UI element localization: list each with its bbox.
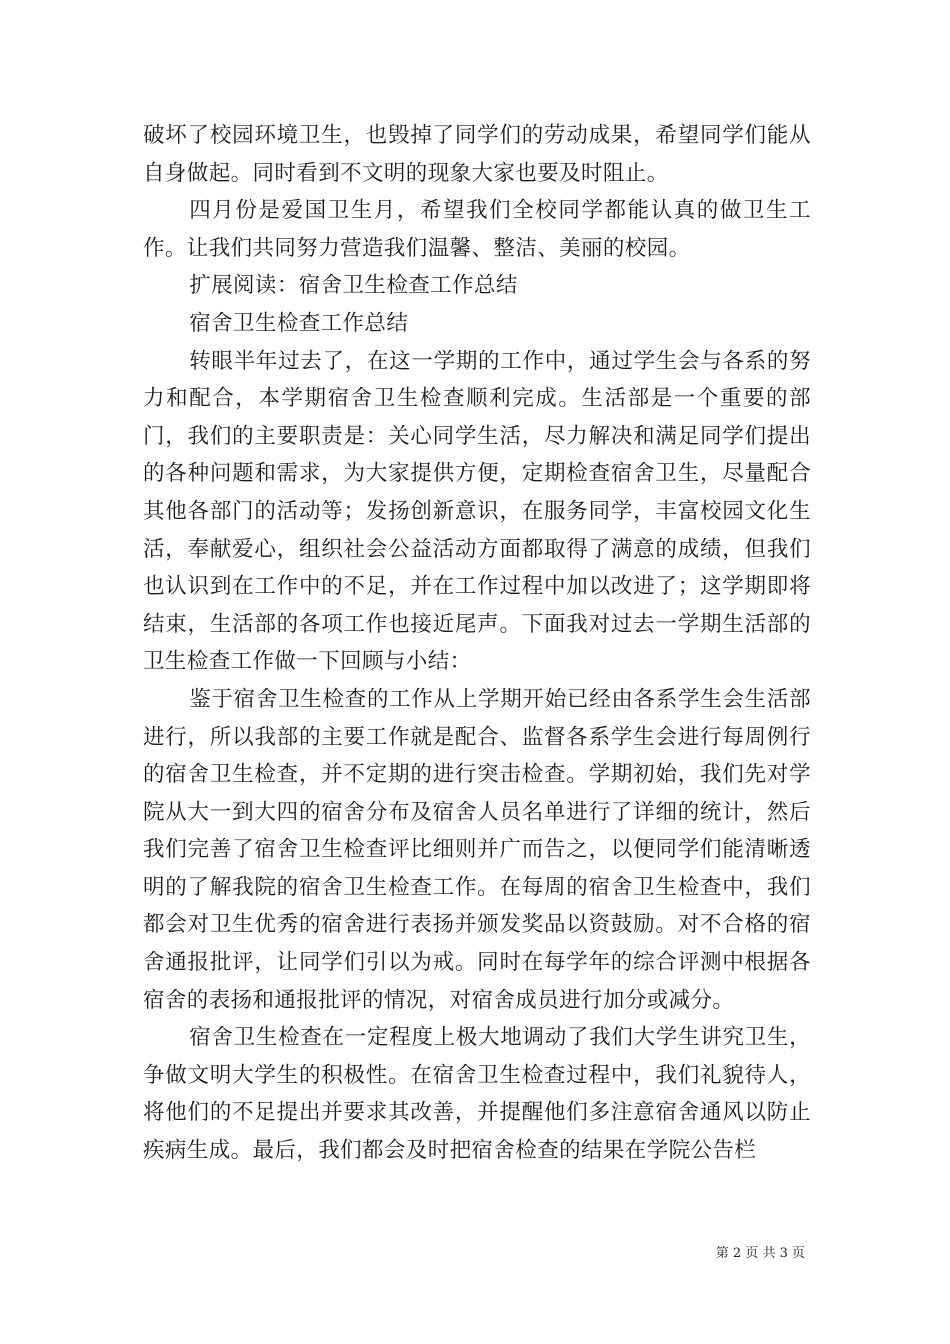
document-body: [143, 117, 811, 1170]
paragraph: 鉴于宿舍卫生检查的工作从上学期开始已经由各系学生会生活部进行，所以我部的主要工作就是配合、监督各系学生会进行每周例行的宿舍卫生检查，并不定期的进行突击检查。学期初始，我们先对学院从大一到大四的宿舍分布及宿舍人员名单进行了详细的统计，然后我们完善了宿舍卫生检查评比细则并广而告之，以便同学们能清晰透明的了解我院的宿舍卫生检查工作。在每周的宿舍卫生检查中，我们都会对卫生优秀的宿舍进行表扬并颁发奖品以资鼓励。对不合格的宿舍通报批评，让同学们引以为戒。同时在每学年的综合评测中根据各宿舍的表扬和通报批评的情况，对宿舍成员进行加分或减分。: [143, 686, 811, 1013]
paragraph: 四月份是爱国卫生月，希望我们全校同学都能认真的做卫生工作。让我们共同努力营造我们温馨、整洁、美丽的校园。: [143, 198, 811, 261]
paragraph: 转眼半年过去了，在这一学期的工作中，通过学生会与各系的努力和配合，本学期宿舍卫生检查顺利完成。生活部是一个重要的部门，我们的主要职责是：关心同学生活，尽力解决和满足同学们提出的各种问题和需求，为大家提供方便，定期检查宿舍卫生，尽量配合其他各部门的活动等；发扬创新意识，在服务同学，丰富校园文化生活，奉献爱心，组织社会公益活动方面都取得了满意的成绩，但我们也认识到在工作中的不足，并在工作过程中加以改进了；这学期即将结束，生活部的各项工作也接近尾声。下面我对过去一学期生活部的卫生检查工作做一下回顾与小结：: [143, 348, 811, 675]
paragraph: 宿舍卫生检查在一定程度上极大地调动了我们大学生讲究卫生，争做文明大学生的积极性。在宿舍卫生检查过程中，我们礼貌待人，将他们的不足提出并要求其改善，并提醒他们多注意宿舍通风以防止疾病生成。最后，我们都会及时把宿舍检查的结果在学院公告栏: [143, 1025, 811, 1164]
section-title: 宿舍卫生检查工作总结: [189, 310, 409, 336]
page-number: 第 2 页 共 3 页: [715, 1246, 805, 1261]
paragraph: 破坏了校园环境卫生，也毁掉了同学们的劳动成果，希望同学们能从自身做起。同时看到不文明的现象大家也要及时阻止。: [143, 123, 811, 186]
extended-reading-line: 扩展阅读：宿舍卫生检查工作总结: [189, 273, 518, 299]
